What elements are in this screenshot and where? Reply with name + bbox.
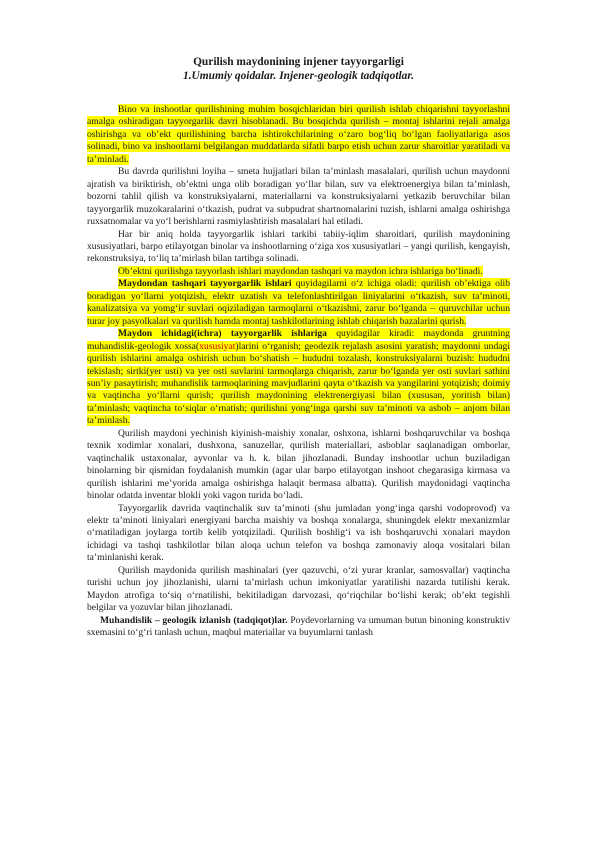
paragraph-10 <box>87 615 510 640</box>
paragraph-3: Har bir aniq holda tayyorgarlik ishlari tarkibi tabiiy-iqlim sharoitlari, qurilish maydonining xususiyatlari, barpo etilayotgan binolar va inshootlarning o‘ziga xos xususiyatlari – yangi qurilish, kengayish, rekonstruksiya, to‘liq ta’mirlash bilan tartibga solinadi. <box>87 228 510 265</box>
paragraph-text: )larini o‘rganish; geodezik rejalash asosini yaratish; maydonni undagi qurilish ishlarini amalga oshirish uchun bo‘shatish – hududni tozalash, konstruksiyalarni buzish: hududni tekislash; sirtki(yer usti) va yer osti suvlarini tarmoqlarga chiqarish, zarur bo‘lganda yer osti suvlari sathini sun’iy pasaytirish; muhandislik tarmoqlarining mavjudlarini qayta o‘tkazish va yangilarini yotqizish; doimiy va vaqtincha yo‘llarni qurish; qurilish maydonining elektrenergiyasi bilan (xususan, yoritish bilan) ta’minlash; vaqtincha to‘siqlar o‘rnatish; qurilishni yong‘inga qarshi suv ta’minoti va asbob – anjom bilan ta’minlash. <box>87 340 510 427</box>
paragraph-text: quyidagilarni o‘z ichiga oladi: qurilish ob’ektiga olib boradigan yo‘llarni yotqizish, elektr uzatish va telefonlashtirilgan liniyalarini o‘tkazish, suv ta’minoti, kanalizatsiya va yomg‘ir suvlari oqiziladigan tarmoqlarni o‘tkazishni, zarur bo‘lganda – quruvchilar uchun turar joy pasyolkalari va qurilish hamda montaj tashkilotlarining ishlab chiqarish bazalarini qurish. <box>87 278 511 327</box>
highlighted-text: Bino va inshootlar qurilishining muhim bosqichlaridan biri qurilish ishlab chiqarishni tayyorlashni amalga oshiradigan tayyorgarlik davri hisoblanadi. Bu bosqichda qurilish – montaj ishlarini rejali amalga oshirishga va ob’ekt qurilishining barcha ishtirokchilarining o‘zaro bog‘liq bo‘lgan faoliyatlariga asos solinadi, bino va inshootlarni belgilangan muddatlarda sifatli barpo etish uchun zarur sharoitlar yaratiladi va ta’minladi. <box>87 104 510 165</box>
paragraph-text: Poydevorlarning va umuman butun binoning konstruktiv sxemasini to‘g‘ri tanlash uchun, maqbul materiallar va buyumlarni tanlash <box>87 614 510 639</box>
document-body <box>87 55 510 639</box>
highlighted-text <box>87 278 510 326</box>
section-heading: Muhandislik – geologik izlanish (tadqiqot)lar. <box>100 614 288 626</box>
paragraph-8: Tayyorgarlik davrida vaqtinchalik suv ta’minoti (shu jumladan yong‘inga qarshi vodoprovod) va elektr ta’minoti liniyalari energiyani barcha maishiy va boshqa xonalarga, shuningdek elektr mexanizmlar o‘rnatiladigan joylarga tortib kelib yotqiziladi. Qurilish boshlig‘i va ish boshqaruvchi xonalari maydon ichidagi va tashqi tashkilotlar bilan aloqa uchun telefon va boshqa zamonaviy aloqa vositalari bilan ta’minlanishi kerak. <box>87 502 510 564</box>
paragraph-9: Qurilish maydonida qurilish mashinalari (yer qazuvchi, o‘zi yurar kranlar, samosvallar) vaqtincha turishi uchun joy jihozlanishi, ularni ta’mirlash uchun imkoniyatlar yaratilishi nazarda tutilishi kerak. Maydon atrofiga to‘siq o‘rnatilishi, bekitiladigan darvozasi, qo‘riqchilar bo‘lishi kerak; ob’ekt tegishli belgilar va yozuvlar bilan jihozlanadi. <box>87 564 510 614</box>
red-text: xususiyat <box>199 340 236 352</box>
paragraph-1 <box>87 104 510 166</box>
section-heading: Maydondan tashqari tayyorgarlik ishlari <box>118 278 292 290</box>
paragraph-6 <box>87 328 510 428</box>
paragraph-5 <box>87 278 510 328</box>
highlighted-text <box>87 328 510 426</box>
section-heading: Maydon ichidagi(ichra) tayyorgarlik ishlariga <box>118 328 327 340</box>
paragraph-text: quyidagilar kiradi: maydonda gruntning muhandislik-geologik xossa( <box>87 328 510 352</box>
paragraph-7: Qurilish maydoni yechinish kiyinish-maishiy xonalar, oshxona, ishlarni boshqaruvchilar va boshqa texnik xodimlar xonalari, dushxona, sanuzellar, qurilish materiallari, asboblar saqlanadigan omborlar, vaqtinchalik ustaxonalar, ayvonlar va h. k. bilan jihozlanadi. Bunday inshootlar uchun buziladigan binolarning bir qismidan foydalanish mumkin (agar ular barpo etilayotgan inshoot chegarasiga kirmasa va qurilish ishlarini me’yorida amalga oshirishga halaqit bermasa albatta). Qurilish maydonidagi vaqtincha binolar odatda inventar blokli yoki vagon turida bo‘ladi. <box>87 427 510 502</box>
highlighted-text: Ob’ektni qurilishga tayyorlash ishlari maydondan tashqari va maydon ichra ishlariga bo‘linadi. <box>118 265 483 277</box>
document-title: Qurilish maydonining injener tayyorgarligi <box>193 56 404 68</box>
document-subtitle: 1.Umumiy qoidalar. Injener-geologik tadqiqotlar. <box>183 70 414 82</box>
paragraph-4 <box>87 266 510 278</box>
paragraph-2: Bu davrda qurilishni loyiha – smeta hujjatlari bilan ta’minlash masalalari, qurilish uchun maydonni ajratish va biriktirish, ob’ektni unga olib boradigan yo‘llar bilan, suv va elektroenergiya bilan ta’minlash, bozorni tahlil qilish va konstruksiyalarni, materiallarni va konstruksiyalarni yetkazib beruvchilar bilan tayyorgarlik muzokaralarini o‘tkazish, pudrat va subpudrat shartnomalarini tuzish, ishlarni amalga oshirishga ruxsatnomalar va yo‘l berishlarni rasmiylashtirish masalalari hal etiladi. <box>87 166 510 228</box>
